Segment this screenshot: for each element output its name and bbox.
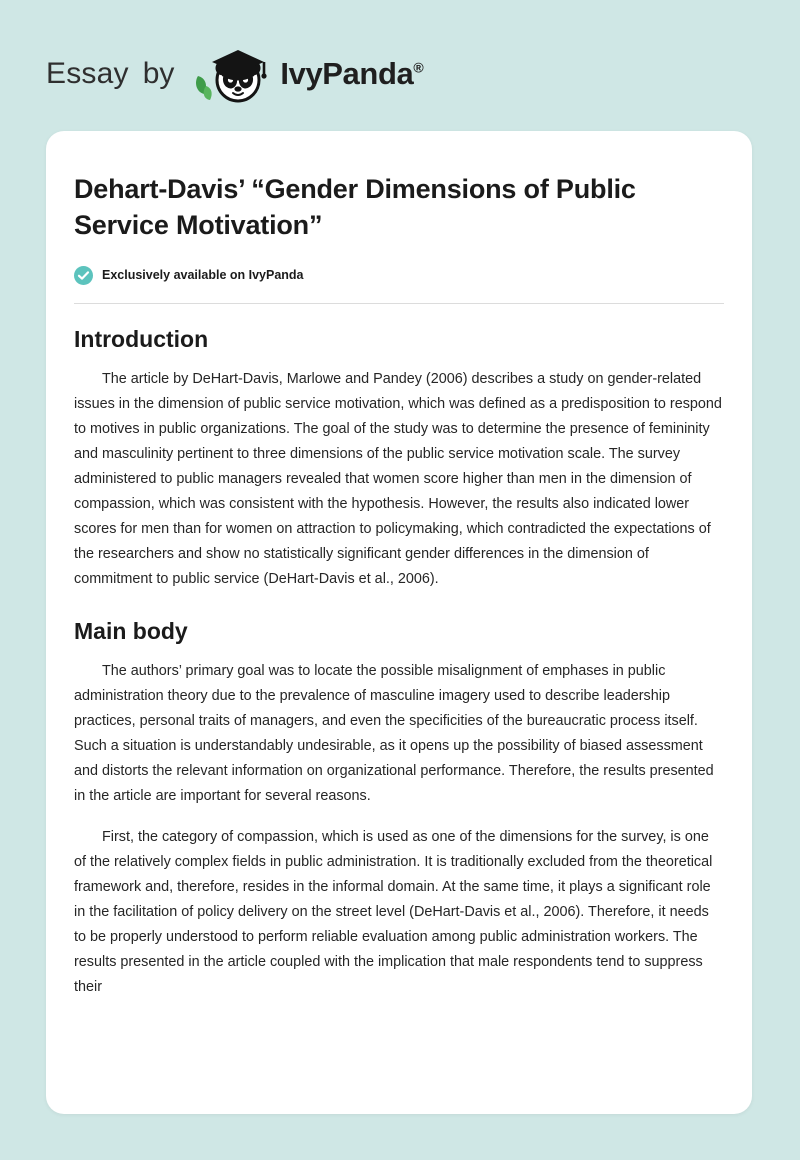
paragraph: The article by DeHart-Davis, Marlowe and Pandey (2006) describes a study on gender-related issues in the dimension of public service motivation, which was defined as a predisposition to respond to motives in public organizations. The goal of the study was to determine the presence of femininity and masculinity pertinent to three dimensions of the public service motivation scale. The survey administered to public managers revealed that women score higher than men in the dimension of compassion, which was consistent with the hypothesis. However, the results also indicated lower scores for men than for women on attraction to policymaking, which contradicted the expectations of the researchers and show no statistically significant gender differences in the dimension of commitment to public service (DeHart-Davis et al., 2006). [74, 370, 722, 587]
header-essay-label: Essay [46, 57, 129, 90]
panda-graduate-logo-icon [192, 42, 278, 106]
paragraph: First, the category of compassion, which is used as one of the dimensions for the survey, is one of the relatively complex fields in public administration. It is traditionally excluded from the theoretical framework and, therefore, resides in the informal domain. At the same time, it plays a significant role in the facilitation of policy delivery on the street level (DeHart-Davis et al., 2006). Therefore, it needs to be properly understood to perform reliable evaluation among public administration workers. The results presented in the article coupled with the implication that male respondents tend to suppress their [74, 828, 713, 995]
page-title: Dehart-Davis’ “Gender Dimensions of Public Service Motivation” [74, 174, 636, 241]
title-divider [74, 303, 724, 304]
check-circle-icon [74, 266, 93, 285]
brand-name-label: IvyPanda® [280, 56, 424, 91]
exclusive-label: Exclusively available on IvyPanda [102, 268, 304, 283]
section-heading-main-body: Main body [74, 617, 188, 644]
section-heading-introduction: Introduction [74, 325, 209, 352]
document-card [46, 131, 752, 1114]
header-by-label: by [142, 57, 175, 90]
status-badge [74, 266, 724, 285]
paragraph: The authors’ primary goal was to locate the possible misalignment of emphases in public administration theory due to the prevalence of masculine imagery used to describe leadership practices, personal traits of managers, and even the specificities of the bureaucratic process itself. Such a situation is understandably undesirable, as it opens up the possibility of biased assessment and distorts the relevant information on organizational performance. Therefore, the results presented in the article are important for several reasons. [74, 662, 714, 804]
registered-mark: ® [413, 59, 424, 76]
site-header [0, 0, 800, 110]
ivypanda-logo-link[interactable] [192, 42, 423, 106]
